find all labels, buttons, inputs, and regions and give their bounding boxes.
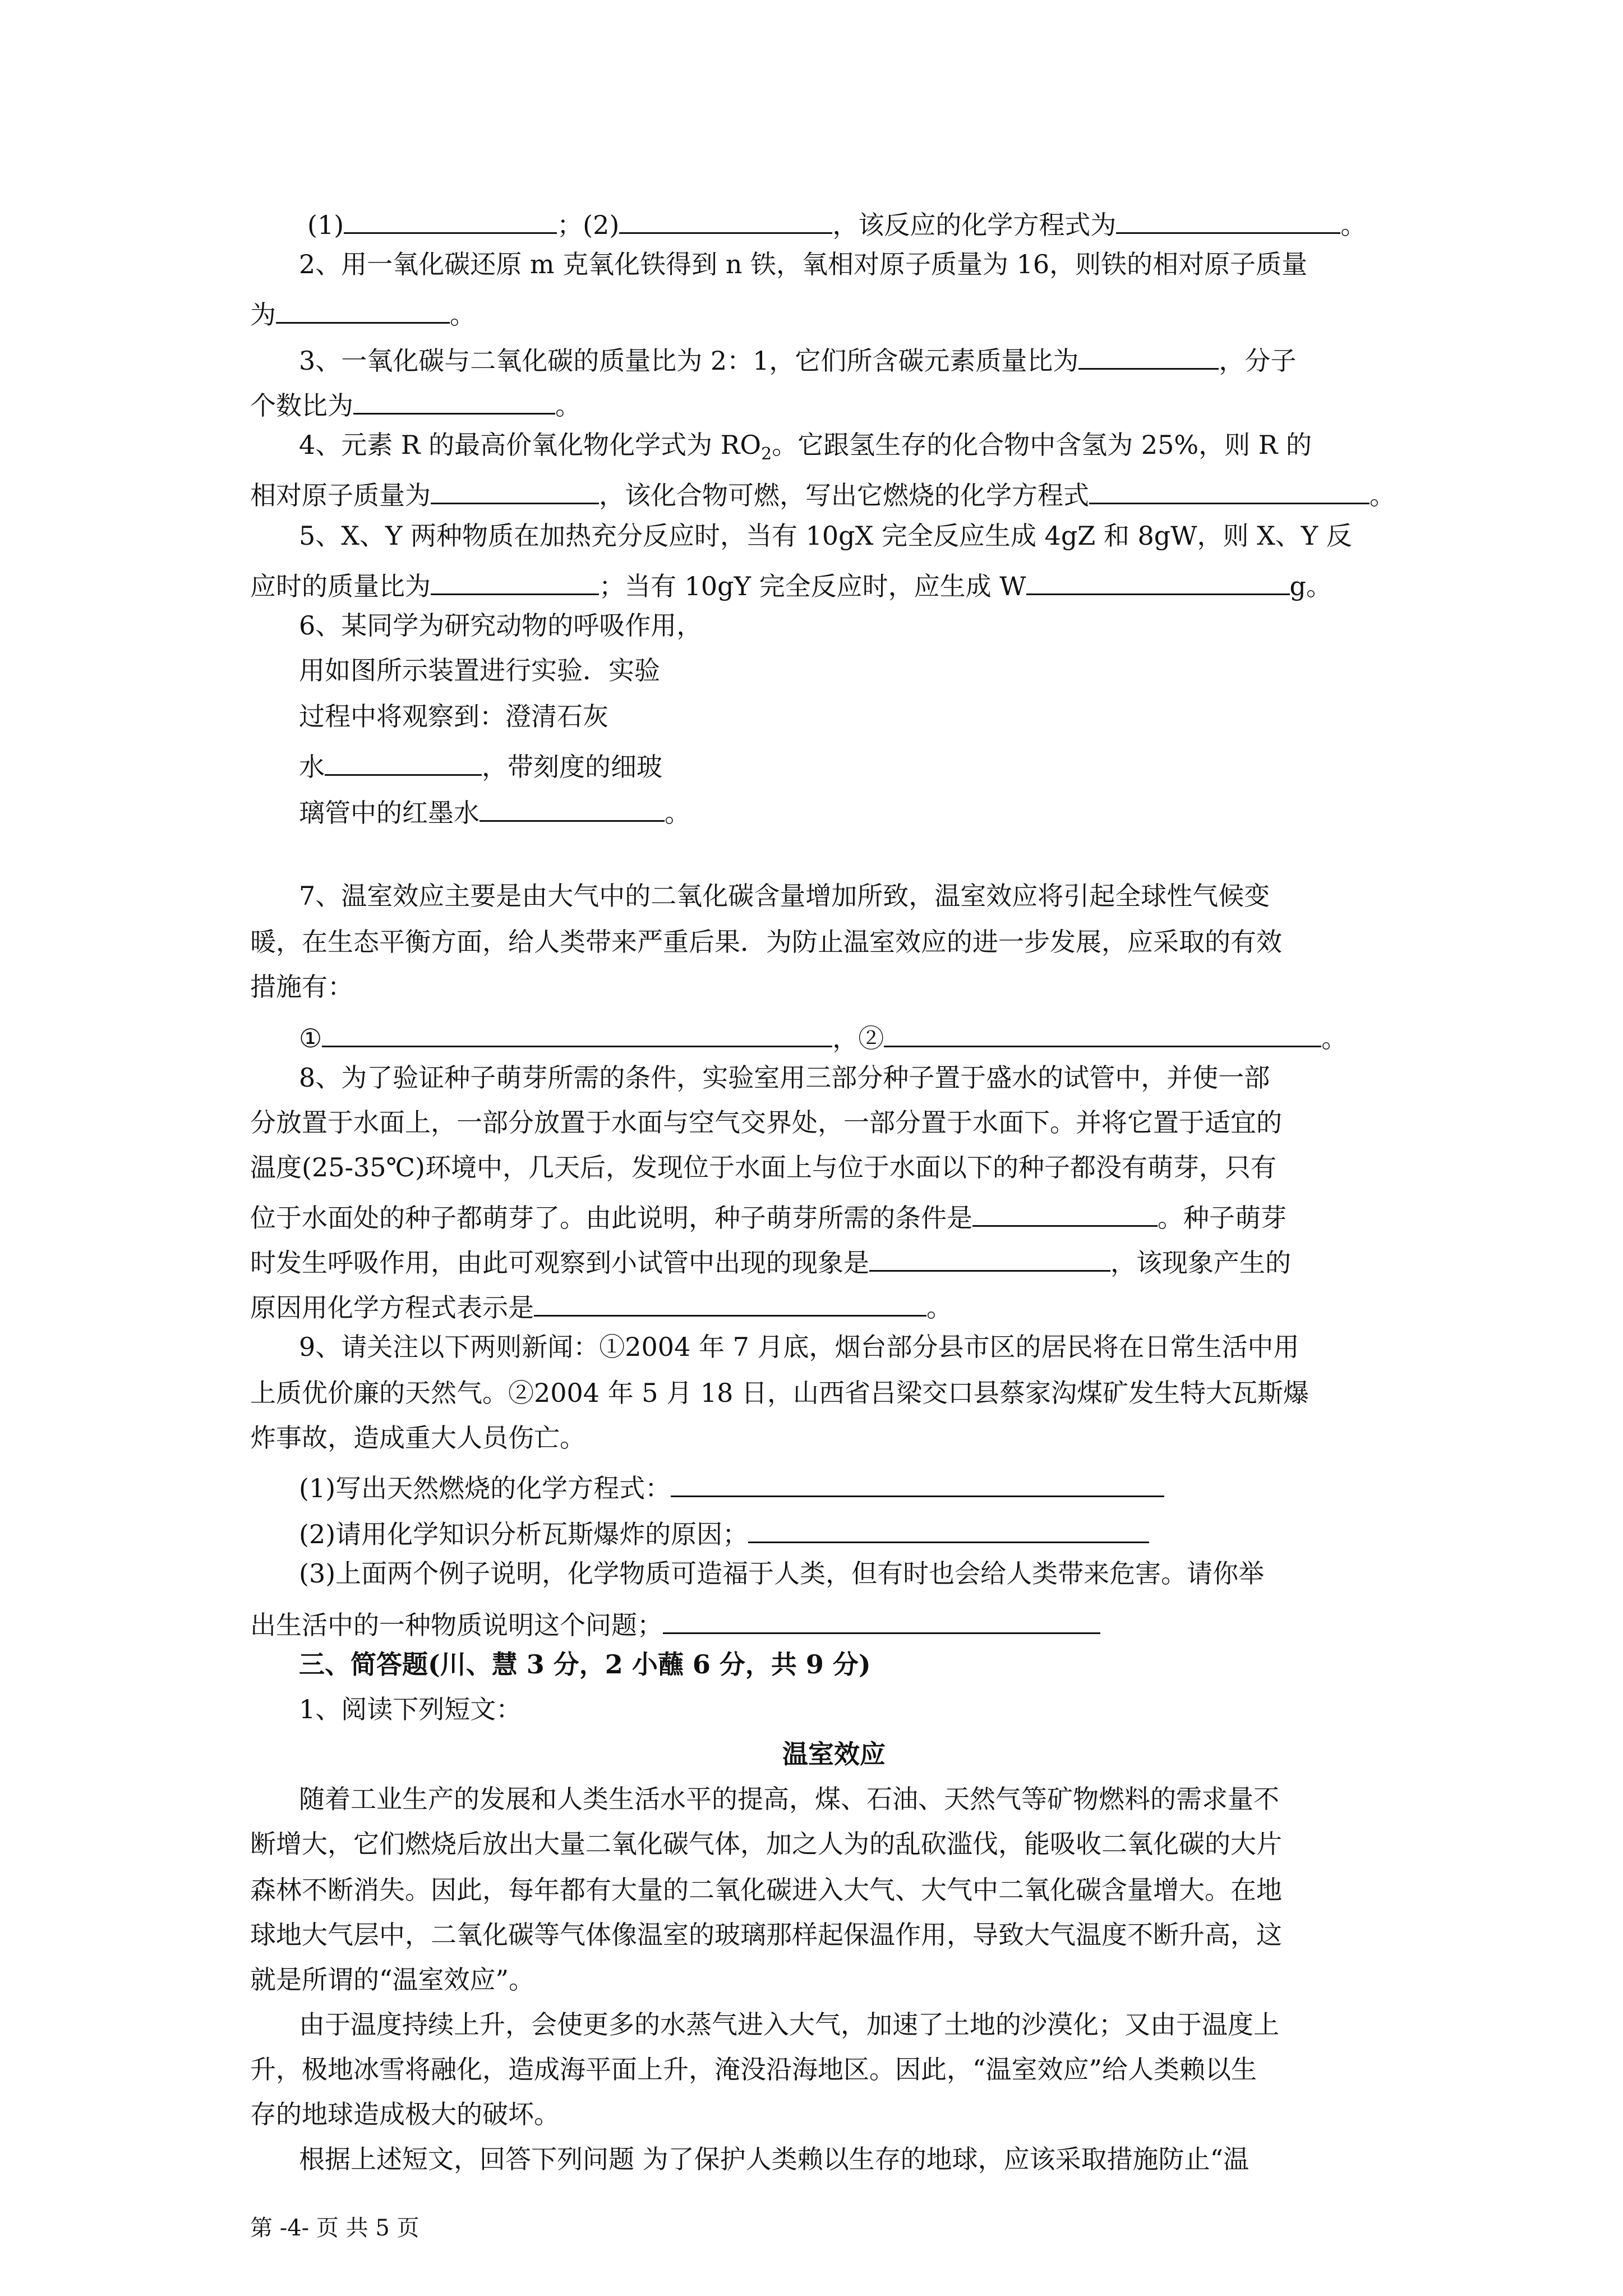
question-8-line-6 — [250, 1289, 952, 1323]
answer-blank[interactable] — [344, 206, 557, 234]
text: 应时的质量比为 — [250, 571, 431, 601]
question-7-line-2: 暖，在生态平衡方面，给人类带来严重后果．为防止温室效应的进一步发展，应采取的有效 — [250, 927, 1282, 957]
page-number-footer: 第 -4- 页 共 5 页 — [250, 2215, 419, 2241]
text: ，带刻度的细玻 — [482, 752, 662, 782]
section-3-question-1: 1、阅读下列短文： — [299, 1694, 522, 1724]
text: 4、元素 R 的最高价氧化物化学式为 RO — [299, 430, 762, 460]
text: 璃管中的红墨水 — [299, 798, 479, 828]
answer-blank[interactable] — [534, 1289, 926, 1317]
question-9-line-2: 上质优价廉的天然气。②2004 年 5 月 18 日，山西省吕梁交口县蔡家沟煤矿发生特大瓦斯爆 — [250, 1378, 1309, 1408]
text: 原因用化学方程式表示是 — [250, 1292, 534, 1323]
section-3-heading: 三、简答题(川、慧 3 分，2 小蘸 6 分，共 9 分) — [299, 1649, 871, 1680]
text: 。种子萌芽 — [1158, 1203, 1287, 1233]
text: 3、一氧化碳与二氧化碳的质量比为 2：1，它们所含碳元素质量比为 — [299, 346, 1079, 376]
period: 。 — [450, 300, 476, 330]
answer-blank[interactable] — [869, 1244, 1110, 1272]
text: 为 — [250, 300, 276, 330]
text: 出生活中的一种物质说明这个问题； — [250, 1610, 663, 1640]
passage-p2-line-3: 存的地球造成极大的破坏。 — [250, 2099, 560, 2129]
question-3-line-2 — [250, 387, 581, 421]
question-7-line-1: 7、温室效应主要是由大气中的二氧化碳含量增加所致，温室效应将引起全球性气候变 — [299, 881, 1270, 911]
passage-p1-line-3: 森林不断消失。因此，每年都有大量的二氧化碳进入大气、大气中二氧化碳含量增大。在地 — [250, 1875, 1282, 1905]
passage-p2-line-1: 由于温度持续上升，会使更多的水蒸气进入大气，加速了土地的沙漠化；又由于温度上 — [299, 2009, 1279, 2040]
passage-p2-line-2: 升，极地冰雪将融化，造成海平面上升，淹没沿海地区。因此，“温室效应”给人类赖以生 — [250, 2054, 1257, 2085]
question-9-sub-3-cont — [250, 1607, 1100, 1638]
question-8-line-3: 温度(25-35℃)环境中，几天后，发现位于水面上与位于水面以下的种子都没有萌芽，只有 — [250, 1152, 1276, 1182]
period: 。 — [926, 1292, 952, 1323]
separator: ； — [557, 210, 583, 240]
fill-line-reaction — [307, 206, 1366, 238]
text: 时发生呼吸作用，由此可观察到小试管中出现的现象是 — [250, 1248, 869, 1278]
question-6-line-2: 用如图所示装置进行实验．实验 — [299, 655, 660, 685]
answer-blank[interactable] — [671, 1470, 1164, 1497]
text: 相对原子质量为 — [250, 480, 431, 510]
text: ，分子 — [1219, 346, 1297, 376]
question-9-line-3: 炸事故，造成重大人员伤亡。 — [250, 1423, 585, 1453]
answer-blank[interactable] — [972, 1199, 1158, 1227]
text: 。它跟氢生存的化合物中含氢为 25%，则 R 的 — [772, 430, 1312, 460]
question-4-line-2 — [250, 477, 1395, 508]
text: 个数比为 — [250, 390, 353, 421]
text: 水 — [299, 752, 325, 782]
text: ；当有 10gY 完全反应时，应生成 W — [599, 571, 1026, 601]
question-6-line-1: 6、某同学为研究动物的呼吸作用， — [299, 610, 703, 641]
question-4-line-1 — [299, 432, 1312, 463]
text: (1)写出天然燃烧的化学方程式： — [299, 1473, 671, 1503]
passage-p1-line-2: 断增大，它们燃烧后放出大量二氧化碳气体，加之人为的乱砍滥伐，能吸收二氧化碳的大片 — [250, 1829, 1282, 1859]
passage-p3-line-1: 根据上述短文，回答下列问题 为了保护人类赖以生存的地球，应该采取措施防止“温 — [299, 2144, 1249, 2174]
answer-blank[interactable] — [322, 1020, 832, 1047]
question-2-line-1: 2、用一氧化碳还原 m 克氧化铁得到 n 铁，氧相对原子质量为 16，则铁的相对原子质量 — [299, 249, 1308, 279]
answer-blank[interactable] — [431, 477, 599, 504]
question-9-sub-2 — [299, 1516, 1149, 1547]
question-6-line-4 — [299, 748, 662, 780]
answer-blank[interactable] — [276, 296, 450, 324]
passage-p1-line-1: 随着工业生产的发展和人类生活水平的提高，煤、石油、天然气等矿物燃料的需求量不 — [299, 1784, 1279, 1814]
text: ，该反应的化学方程式为 — [832, 210, 1117, 240]
question-7-line-3: 措施有： — [250, 972, 353, 1002]
text: ，该现象产生的 — [1110, 1248, 1291, 1278]
answer-blank[interactable] — [884, 1020, 1321, 1047]
text: 位于水面处的种子都萌芽了。由此说明，种子萌芽所需的条件是 — [250, 1203, 972, 1233]
subscript: 2 — [761, 444, 772, 464]
question-8-line-2: 分放置于水面上，一部分放置于水面与空气交界处，一部分置于水面下。并将它置于适宜的 — [250, 1107, 1282, 1138]
period: 。 — [1321, 1023, 1348, 1053]
answer-blank[interactable] — [353, 387, 555, 415]
passage-p1-line-5: 就是所谓的“温室效应”。 — [250, 1964, 535, 1995]
question-8-line-5 — [250, 1244, 1291, 1276]
circled-one: ① — [299, 1023, 322, 1053]
part-label: (1) — [307, 210, 344, 240]
answer-blank[interactable] — [748, 1516, 1149, 1543]
question-5-line-2 — [250, 568, 1332, 599]
answer-blank[interactable] — [479, 794, 665, 822]
text: g。 — [1289, 571, 1332, 601]
period: 。 — [665, 798, 690, 828]
part-label: (2) — [583, 210, 620, 240]
question-7-answers — [299, 1020, 1347, 1051]
passage-title: 温室效应 — [782, 1739, 886, 1769]
period: 。 — [555, 390, 581, 421]
passage-p1-line-4: 球地大气层中，二氧化碳等气体像温室的玻璃那样起保温作用，导致大气温度不断升高，这 — [250, 1920, 1282, 1950]
question-6-line-5 — [299, 794, 690, 826]
answer-blank[interactable] — [1116, 206, 1340, 234]
question-9-line-1: 9、请关注以下两则新闻：①2004 年 7 月底，烟台部分县市区的居民将在日常生活中用 — [299, 1332, 1299, 1362]
circled-two: ，② — [832, 1023, 884, 1053]
answer-blank[interactable] — [1078, 342, 1219, 370]
question-8-line-4 — [250, 1199, 1287, 1231]
question-5-line-1: 5、X、Y 两种物质在加热充分反应时，当有 10gX 完全反应生成 4gZ 和 8gW，则 X、Y 反 — [299, 521, 1352, 551]
answer-blank[interactable] — [325, 748, 482, 776]
answer-blank[interactable] — [431, 568, 599, 595]
answer-blank[interactable] — [619, 206, 832, 234]
answer-blank[interactable] — [1026, 568, 1290, 595]
period: 。 — [1370, 480, 1395, 510]
text: ，该化合物可燃，写出它燃烧的化学方程式 — [599, 480, 1089, 510]
question-9-sub-3: (3)上面两个例子说明，化学物质可造福于人类，但有时也会给人类带来危害。请你举 — [299, 1558, 1265, 1589]
question-9-sub-1 — [299, 1470, 1164, 1501]
question-3-line-1 — [299, 342, 1296, 374]
question-6-line-3: 过程中将观察到：澄清石灰 — [299, 701, 608, 731]
text: (2)请用化学知识分析瓦斯爆炸的原因； — [299, 1519, 749, 1549]
period: 。 — [1340, 210, 1367, 240]
question-2-line-2 — [250, 296, 476, 328]
question-8-line-1: 8、为了验证种子萌芽所需的条件，实验室用三部分种子置于盛水的试管中，并使一部 — [299, 1062, 1270, 1093]
answer-blank[interactable] — [663, 1607, 1100, 1634]
answer-blank[interactable] — [1089, 477, 1370, 504]
